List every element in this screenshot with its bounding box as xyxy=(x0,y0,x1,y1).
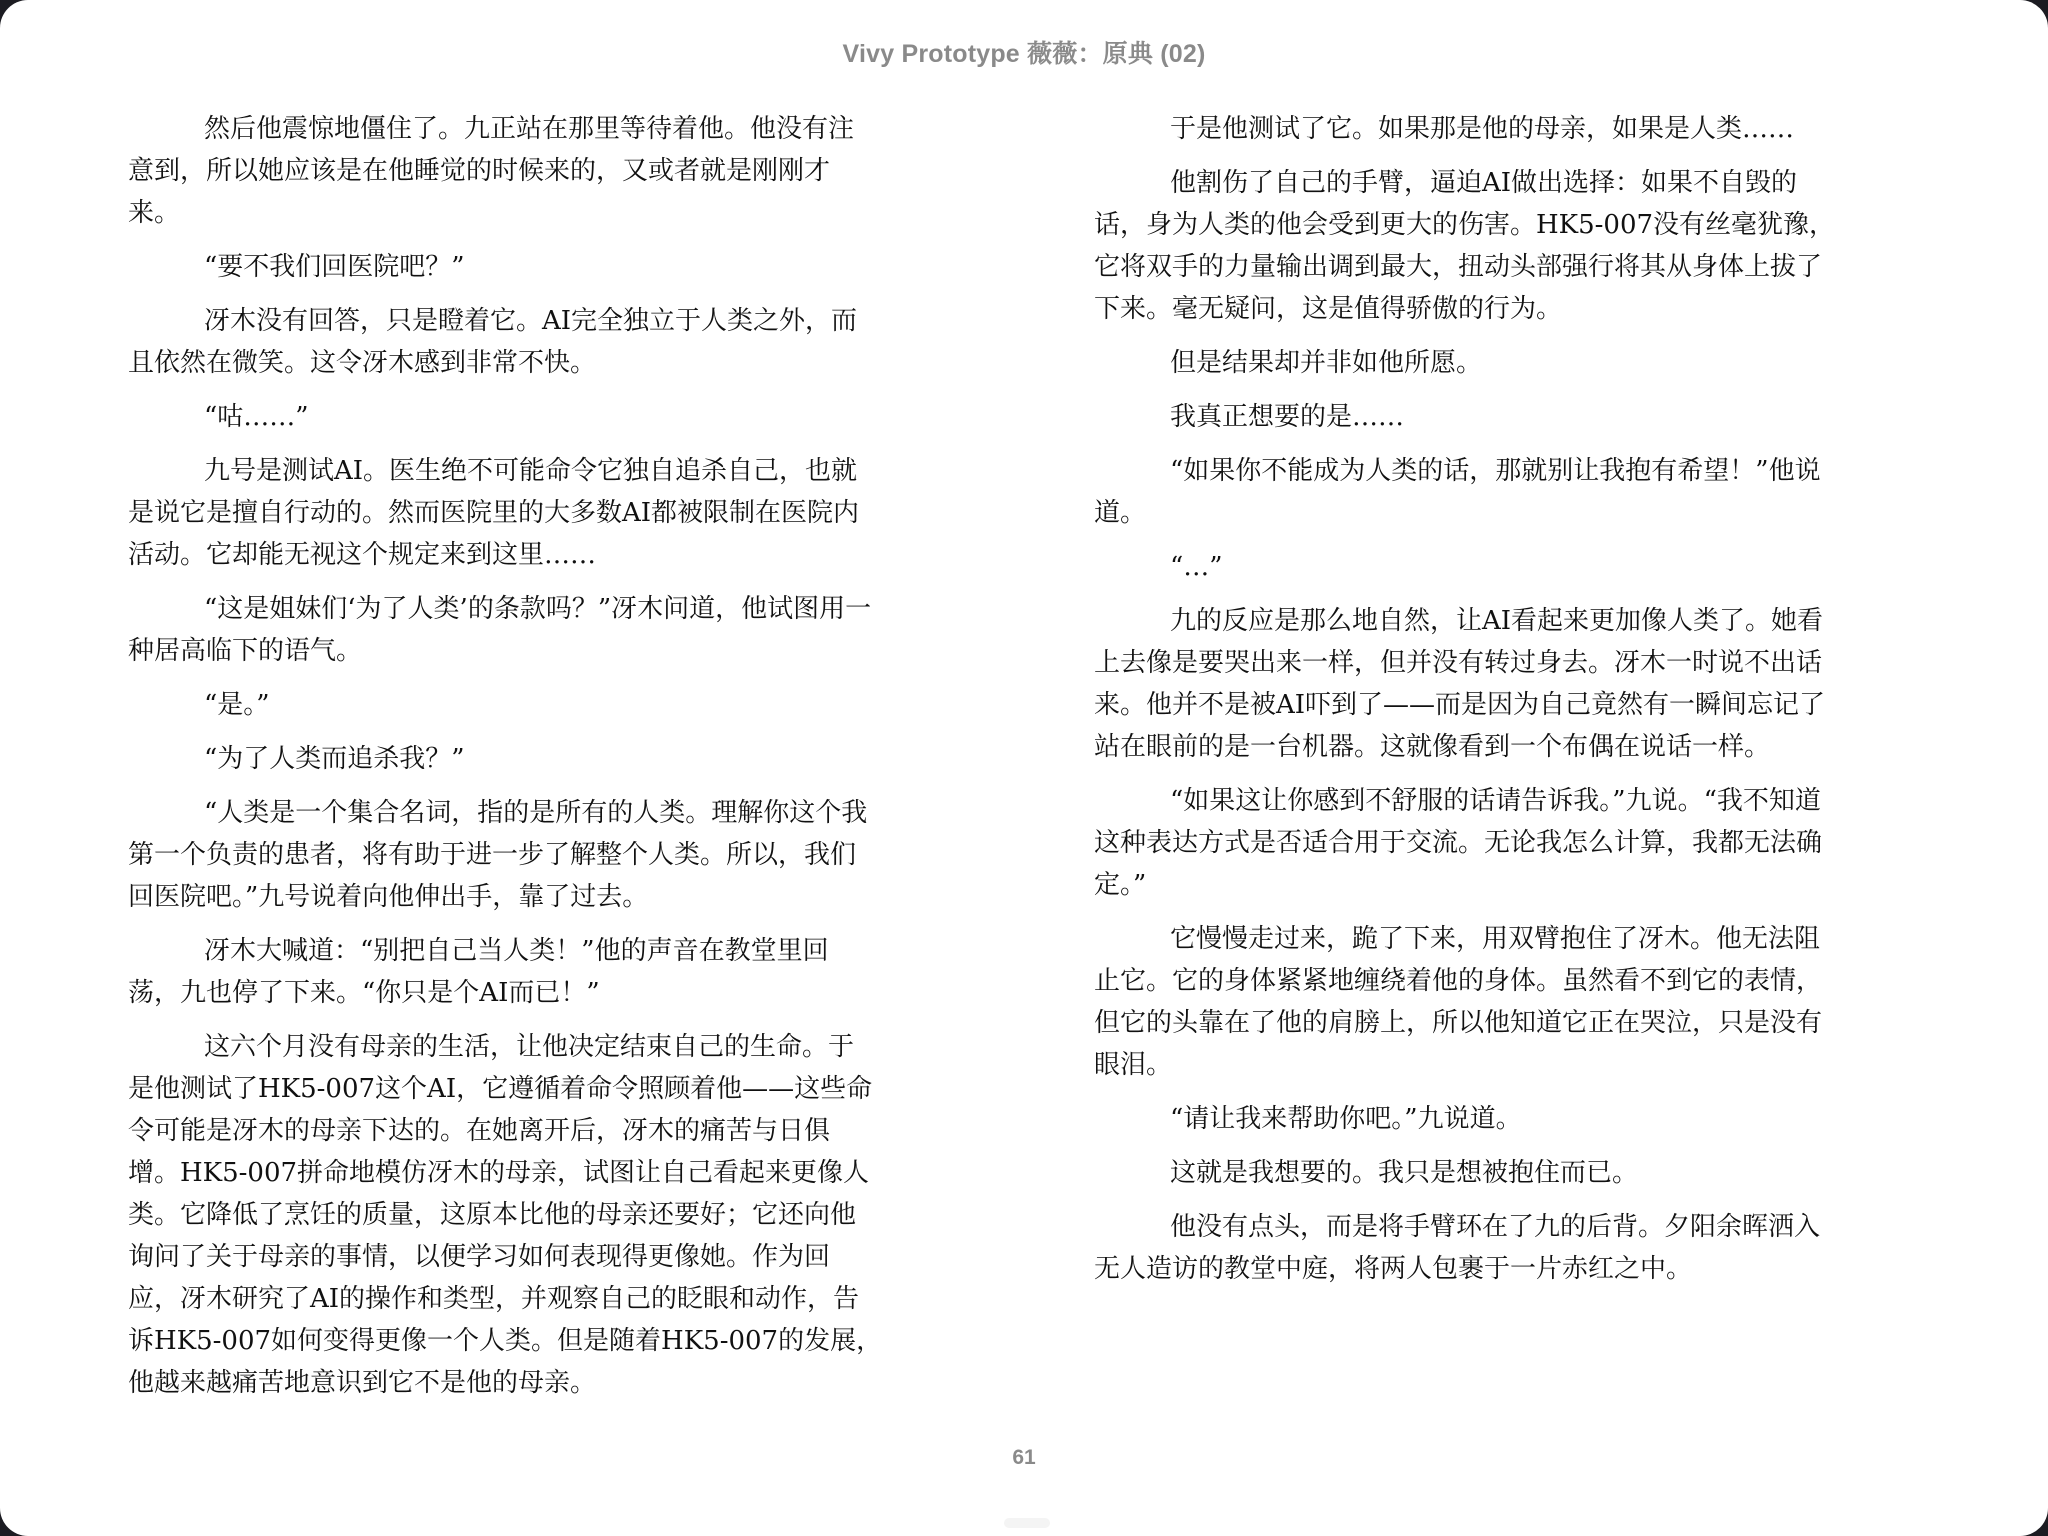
text-line: 眼泪。 xyxy=(1094,1050,1173,1080)
text-line: “请让我来帮助你吧。”九说道。 xyxy=(1170,1104,1522,1134)
text-line: 它将双手的力量输出调到最大，扭动头部强行将其从身体上拔了 xyxy=(1094,252,1823,282)
paragraph xyxy=(1094,918,1924,1086)
text-line: 冴木大喊道：“别把自己当人类！”他的声音在教堂里回 xyxy=(204,936,829,966)
text-line: 他割伤了自己的手臂，逼迫AI做出选择：如果不自毁的 xyxy=(1170,168,1798,198)
left-page-text xyxy=(128,108,958,1416)
text-line: 回医院吧。”九号说着向他伸出手，靠了过去。 xyxy=(128,882,649,912)
text-line: 这六个月没有母亲的生活，让他决定结束自己的生命。于 xyxy=(204,1032,855,1062)
text-line: 是他测试了HK5-007这个AI，它遵循着命令照顾着他——这些命 xyxy=(128,1074,873,1104)
text-line: 增。HK5-007拼命地模仿冴木的母亲，试图让自己看起来更像人 xyxy=(128,1158,870,1188)
paragraph xyxy=(1094,450,1924,534)
text-line: 止它。它的身体紧紧地缠绕着他的身体。虽然看不到它的表情， xyxy=(1094,966,1823,996)
paragraph xyxy=(128,396,958,438)
paragraph xyxy=(1094,546,1924,588)
text-line: “…” xyxy=(1170,552,1223,582)
text-line: 应，冴木研究了AI的操作和类型，并观察自己的眨眼和动作，告 xyxy=(128,1284,860,1314)
text-line: 荡，九也停了下来。“你只是个AI而已！” xyxy=(128,978,600,1008)
paragraph xyxy=(128,300,958,384)
text-line: 意到，所以她应该是在他睡觉的时候来的，又或者就是刚刚才 xyxy=(128,156,831,186)
paragraph xyxy=(128,450,958,576)
paragraph xyxy=(1094,780,1924,906)
paragraph xyxy=(1094,108,1924,150)
text-line: 于是他测试了它。如果那是他的母亲，如果是人类…… xyxy=(1170,114,1795,144)
text-line: 道。 xyxy=(1094,498,1147,528)
text-line: 且依然在微笑。这令冴木感到非常不快。 xyxy=(128,348,597,378)
text-line: 活动。它却能无视这个规定来到这里…… xyxy=(128,540,597,570)
text-line: 话，身为人类的他会受到更大的伤害。HK5-007没有丝毫犹豫， xyxy=(1094,210,1836,240)
text-line: 诉HK5-007如何变得更像一个人类。但是随着HK5-007的发展， xyxy=(128,1326,883,1356)
text-line: “如果这让你感到不舒服的话请告诉我。”九说。“我不知道 xyxy=(1170,786,1821,816)
paragraph xyxy=(1094,1152,1924,1194)
paragraph xyxy=(1094,162,1924,330)
text-line: “是。” xyxy=(204,690,270,720)
paragraph xyxy=(128,108,958,234)
book-title: Vivy Prototype 薇薇：原典 (02) xyxy=(842,40,1206,68)
paragraph xyxy=(128,246,958,288)
text-line: 冴木没有回答，只是瞪着它。AI完全独立于人类之外，而 xyxy=(204,306,858,336)
text-line: 上去像是要哭出来一样，但并没有转过身去。冴木一时说不出话 xyxy=(1094,648,1823,678)
text-line: “咕……” xyxy=(204,402,309,432)
paragraph xyxy=(128,588,958,672)
text-line: 但是结果却并非如他所愿。 xyxy=(1170,348,1483,378)
paragraph xyxy=(128,792,958,918)
paragraph xyxy=(1094,1206,1924,1290)
paragraph xyxy=(1094,1098,1924,1140)
text-line: 无人造访的教堂中庭，将两人包裹于一片赤红之中。 xyxy=(1094,1254,1693,1284)
text-line: “为了人类而追杀我？” xyxy=(204,744,465,774)
text-line: “人类是一个集合名词，指的是所有的人类。理解你这个我 xyxy=(204,798,868,828)
page-number: 61 xyxy=(1012,1446,1036,1469)
paragraph xyxy=(128,930,958,1014)
home-indicator[interactable] xyxy=(1004,1518,1050,1528)
text-line: 我真正想要的是…… xyxy=(1170,402,1405,432)
paragraph xyxy=(128,738,958,780)
text-line: 然后他震惊地僵住了。九正站在那里等待着他。他没有注 xyxy=(204,114,855,144)
text-line: 但它的头靠在了他的肩膀上，所以他知道它正在哭泣，只是没有 xyxy=(1094,1008,1823,1038)
paragraph xyxy=(1094,396,1924,438)
text-line: 九号是测试AI。医生绝不可能命令它独自追杀自己，也就 xyxy=(204,456,858,486)
text-line: 询问了关于母亲的事情，以便学习如何表现得更像她。作为回 xyxy=(128,1242,831,1272)
text-line: 类。它降低了烹饪的质量，这原本比他的母亲还要好；它还向他 xyxy=(128,1200,857,1230)
text-line: 种居高临下的语气。 xyxy=(128,636,363,666)
paragraph xyxy=(1094,600,1924,768)
text-line: 来。 xyxy=(128,198,181,228)
paragraph xyxy=(128,684,958,726)
text-line: 下来。毫无疑问，这是值得骄傲的行为。 xyxy=(1094,294,1563,324)
text-line: 九的反应是那么地自然，让AI看起来更加像人类了。她看 xyxy=(1170,606,1824,636)
text-line: 这就是我想要的。我只是想被抱住而已。 xyxy=(1170,1158,1639,1188)
text-line: 这种表达方式是否适合用于交流。无论我怎么计算，我都无法确 xyxy=(1094,828,1823,858)
text-line: “要不我们回医院吧？” xyxy=(204,252,465,282)
paragraph xyxy=(1094,342,1924,384)
text-line: 是说它是擅自行动的。然而医院里的大多数AI都被限制在医院内 xyxy=(128,498,860,528)
text-line: 来。他并不是被AI吓到了——而是因为自己竟然有一瞬间忘记了 xyxy=(1094,690,1826,720)
text-line: “这是姐妹们‘为了人类’的条款吗？”冴木问道，他试图用一 xyxy=(204,594,872,624)
text-line: 第一个负责的患者，将有助于进一步了解整个人类。所以，我们 xyxy=(128,840,857,870)
text-line: 站在眼前的是一台机器。这就像看到一个布偶在说话一样。 xyxy=(1094,732,1771,762)
text-line: “如果你不能成为人类的话，那就别让我抱有希望！”他说 xyxy=(1170,456,1821,486)
paragraph xyxy=(128,1026,958,1404)
text-line: 令可能是冴木的母亲下达的。在她离开后，冴木的痛苦与日俱 xyxy=(128,1116,831,1146)
text-line: 定。” xyxy=(1094,870,1147,900)
text-line: 它慢慢走过来，跪了下来，用双臂抱住了冴木。他无法阻 xyxy=(1170,924,1821,954)
right-page-text xyxy=(1094,108,1924,1302)
text-line: 他没有点头，而是将手臂环在了九的后背。夕阳余晖洒入 xyxy=(1170,1212,1821,1242)
text-line: 他越来越痛苦地意识到它不是他的母亲。 xyxy=(128,1368,597,1398)
